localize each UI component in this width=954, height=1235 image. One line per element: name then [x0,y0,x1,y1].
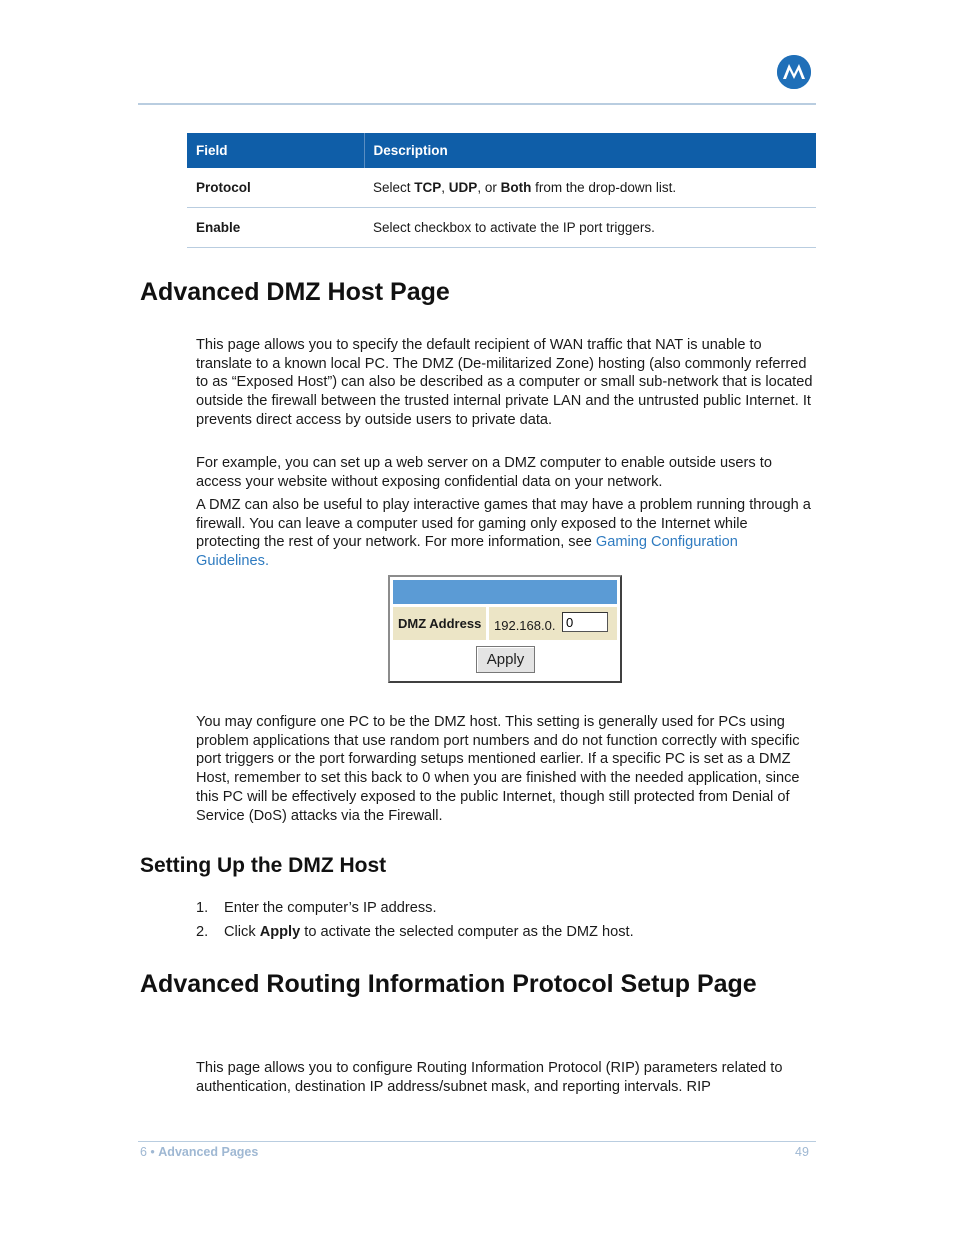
field-description: Select checkbox to activate the IP port triggers. [364,208,816,248]
list-item: 2. Click Apply to activate the selected computer as the DMZ host. [196,924,634,940]
field-table [187,133,816,248]
table-row [187,208,816,248]
page-number: 49 [795,1145,809,1159]
table-header-row [187,133,816,168]
setup-steps [196,898,634,946]
column-header-description: Description [364,133,816,168]
column-header-field: Field [187,133,364,168]
motorola-logo-icon [777,55,811,89]
dmz-address-input[interactable] [562,612,608,632]
dmz-configure-paragraph: You may configure one PC to be the DMZ host. This setting is generally used for PCs using problem applications that use random port numbers and do not function correctly with specific port triggers or the port forwarding setups mentioned earlier. If a specific PC is set as a DMZ Host, remember to set this back to 0 when you are finished with the needed application, since this PC will be effectively exposed to the public Internet, though still protected from Denial of Service (DoS) attacks via the Firewall. [196,714,800,824]
gaming-guidelines-link[interactable]: Gaming Configuration Guidelines. [196,534,738,570]
dmz-address-form [388,575,622,683]
section-title-setup: Setting Up the DMZ Host [140,854,387,877]
header-rule [138,103,816,105]
dmz-intro-paragraph: This page allows you to specify the default recipient of WAN traffic that NAT is unable to translate to a known local PC. The DMZ (De-militarized Zone) hosting (also commonly referred to as “Exposed Host”) can also be described as a computer or small sub-network that is located outside the firewall between the trusted internal private LAN and the untrusted public Internet. It prevents direct access by outside users to private data. [196,337,813,428]
list-item: 1. Enter the computer’s IP address. [196,900,437,916]
form-header-bar [393,580,617,604]
section-title-rip: Advanced Routing Information Protocol Setup Page [140,970,757,998]
section-title-dmz: Advanced DMZ Host Page [140,278,450,306]
field-description: Select TCP, UDP, or Both from the drop-down list. [364,168,816,208]
footer-chapter: 6 • Advanced Pages [140,1145,259,1159]
dmz-example-paragraph: For example, you can set up a web server on a DMZ computer to enable outside users to access your website without exposing confidential data on your network. [196,455,772,490]
footer-rule [138,1141,816,1142]
apply-button[interactable]: Apply [476,646,535,673]
table-row [187,168,816,208]
dmz-address-cell [489,607,617,640]
ip-prefix: 192.168.0. [494,618,556,633]
dmz-address-label: DMZ Address [393,607,486,640]
field-name: Enable [187,208,364,248]
field-name: Protocol [187,168,364,208]
rip-intro-paragraph: This page allows you to configure Routing Information Protocol (RIP) parameters related to authentication, destination IP address/subnet mask, and reporting intervals. RIP [196,1060,783,1095]
dmz-games-paragraph: A DMZ can also be useful to play interactive games that may have a problem running through a firewall. You can leave a computer used for gaming only exposed to the Internet while protecting the rest of your network. For more information, see Gaming Configuration Guidelines. [196,497,811,570]
